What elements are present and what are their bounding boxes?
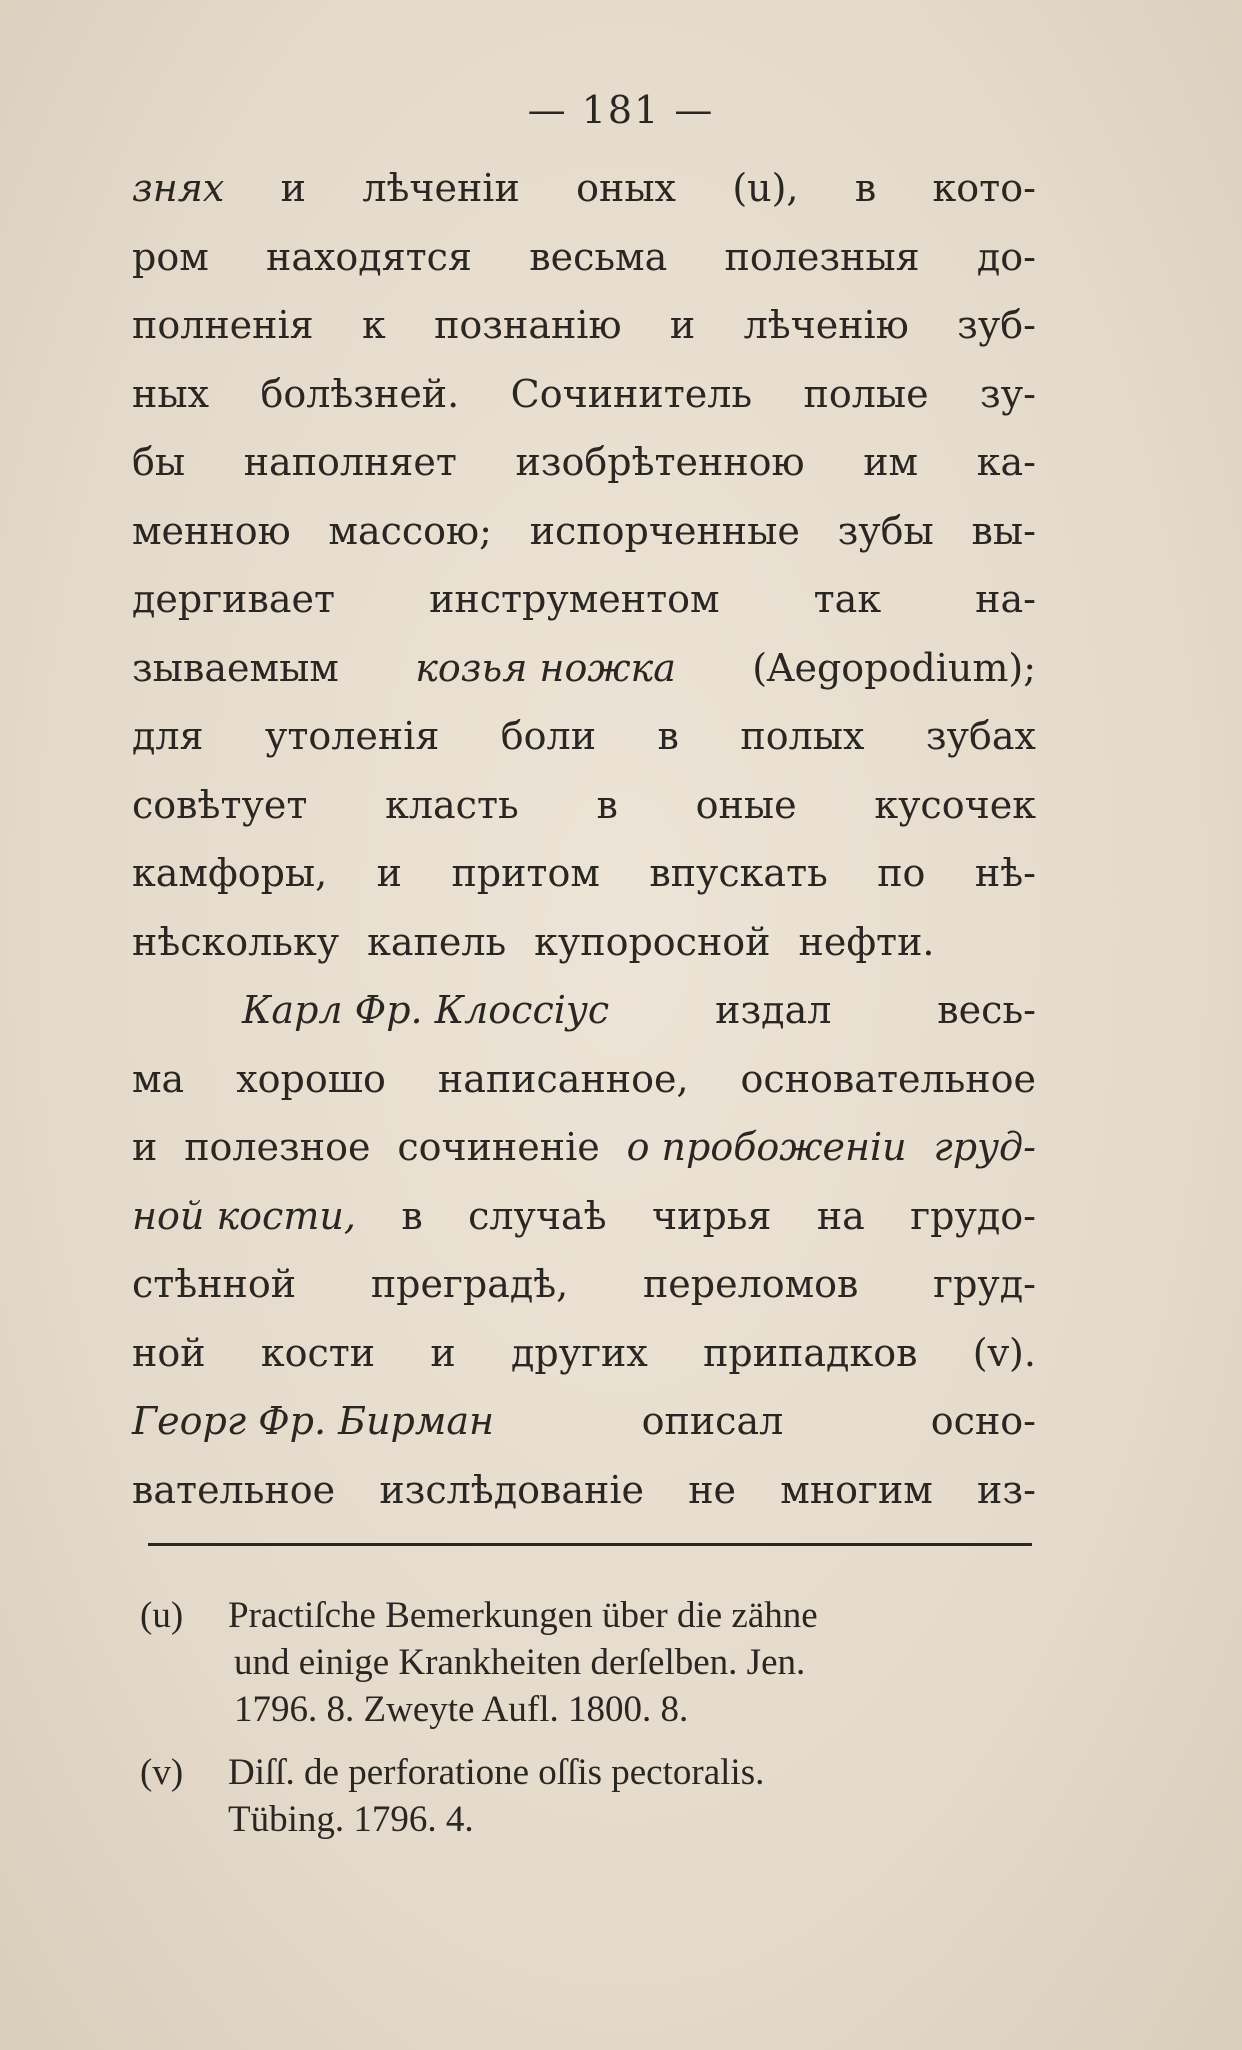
word: ка- xyxy=(976,440,1036,484)
word: на- xyxy=(975,577,1036,621)
work-title: ной кости, xyxy=(132,1193,356,1238)
word: и xyxy=(132,1125,158,1169)
word: менною xyxy=(132,508,291,553)
word: нефти. xyxy=(798,919,935,964)
word: так xyxy=(813,577,882,621)
footnote-mark: (u) xyxy=(140,1595,184,1636)
word: вательное xyxy=(132,1467,336,1512)
word: дергивает xyxy=(132,577,336,621)
word: им xyxy=(863,440,919,484)
word: и xyxy=(430,1330,456,1375)
word: ных xyxy=(132,371,210,416)
word: утоленія xyxy=(264,714,440,758)
text-line xyxy=(132,839,1036,908)
word: полых xyxy=(740,714,865,758)
word: ной xyxy=(132,1330,206,1375)
word: болѣзней. xyxy=(260,371,460,416)
word: по xyxy=(877,851,926,895)
word: в xyxy=(401,1193,423,1238)
word: переломов xyxy=(642,1262,859,1306)
page-number: — 181 — xyxy=(527,88,715,132)
text-line xyxy=(132,360,1036,429)
text-line xyxy=(132,1045,1036,1114)
word: ром xyxy=(132,234,209,279)
word: грудо- xyxy=(910,1193,1036,1238)
text-line xyxy=(132,1182,1036,1251)
word: познанію xyxy=(434,303,622,347)
word: Сочинитель xyxy=(510,371,753,416)
word: кости xyxy=(260,1330,376,1375)
word: полезныя xyxy=(724,234,920,279)
word: в xyxy=(657,714,679,758)
word: сочиненіе xyxy=(397,1125,600,1169)
text-line xyxy=(132,1250,1036,1319)
text-line xyxy=(132,428,1036,497)
word: нѣ- xyxy=(974,851,1036,895)
italic-term: козья ножка xyxy=(415,645,676,690)
word: купоросной xyxy=(534,919,771,964)
footnotes xyxy=(140,1592,1040,1859)
work-title: груд- xyxy=(933,1125,1036,1169)
word: зуб- xyxy=(957,303,1036,347)
word: класть xyxy=(385,782,519,827)
word: полезное xyxy=(184,1125,371,1169)
word: массою; xyxy=(328,508,492,553)
footnote-line: Diſſ. de perforatione oſſis pectoralis. xyxy=(228,1752,765,1793)
word: испорченные xyxy=(529,508,800,553)
word: и xyxy=(280,166,306,210)
word: чирья xyxy=(652,1193,772,1238)
word: в xyxy=(596,782,618,827)
word: зубах xyxy=(925,714,1036,758)
text-line xyxy=(132,291,1036,360)
word: бы xyxy=(132,440,186,484)
footnote-mark: (v) xyxy=(140,1752,184,1793)
text-line xyxy=(132,497,1036,566)
word: лѣченію xyxy=(743,303,909,347)
text-line xyxy=(132,154,1036,223)
word: изслѣдованіе xyxy=(379,1467,644,1512)
word: написанное, xyxy=(437,1056,689,1101)
footnote-text xyxy=(228,1749,1040,1843)
word: весьма xyxy=(529,234,668,279)
word: совѣтует xyxy=(132,782,308,827)
text-line xyxy=(132,1319,1036,1388)
word: полые xyxy=(803,371,929,416)
word: на xyxy=(816,1193,865,1238)
footnote-line: Practiſche Bemerkungen über die zähne xyxy=(228,1595,818,1636)
word: оные xyxy=(695,782,797,827)
word: ма xyxy=(132,1056,185,1101)
word: лѣченіи xyxy=(362,166,520,210)
word: изобрѣтенною xyxy=(515,440,805,484)
word: случаѣ xyxy=(468,1193,607,1238)
word: до- xyxy=(976,234,1036,279)
word: наполняет xyxy=(243,440,457,484)
word: оных xyxy=(576,166,676,210)
word: находятся xyxy=(266,234,472,279)
word: для xyxy=(132,714,204,758)
footnote-line: und einige Krankheiten derſelben. Jen. xyxy=(234,1642,806,1683)
word: груд- xyxy=(933,1262,1036,1306)
word: притом xyxy=(451,851,600,895)
text-line xyxy=(132,565,1036,634)
text-line xyxy=(132,771,1036,840)
footnote-text xyxy=(228,1592,1040,1733)
word: камфоры, xyxy=(132,851,328,895)
author-name: Карл Фр. Клоссіус xyxy=(242,988,610,1032)
word: к xyxy=(361,303,386,347)
word: других xyxy=(511,1330,648,1375)
word: весь- xyxy=(937,988,1036,1032)
body-text xyxy=(132,154,1036,1524)
text-line xyxy=(132,1456,1036,1525)
word: нѣскольку xyxy=(132,919,340,964)
work-title: о пробоженіи xyxy=(626,1125,907,1169)
text-line xyxy=(132,223,1036,292)
latin-term: (Aegopodium); xyxy=(752,645,1036,690)
word: описал xyxy=(641,1399,784,1443)
text-line xyxy=(132,1387,1036,1456)
word: кусочек xyxy=(874,782,1036,827)
word: основательное xyxy=(740,1056,1036,1101)
word: припадков xyxy=(703,1330,918,1375)
word: впускать xyxy=(649,851,828,895)
word: полненія xyxy=(132,303,314,347)
text-line xyxy=(132,908,1036,977)
author-name: Георг Фр. Бирман xyxy=(132,1399,495,1443)
word: стѣнной xyxy=(132,1262,297,1306)
word: и xyxy=(669,303,696,347)
word: издал xyxy=(715,988,832,1032)
word: боли xyxy=(500,714,597,758)
word: знях xyxy=(132,166,225,210)
text-line xyxy=(132,702,1036,771)
word: в xyxy=(854,166,877,210)
word: зываемым xyxy=(132,645,339,690)
word: вы- xyxy=(971,508,1036,553)
word: преградѣ, xyxy=(370,1262,569,1306)
word: не xyxy=(688,1467,737,1512)
footnote-ref: (v). xyxy=(972,1330,1036,1375)
text-line xyxy=(132,976,1036,1045)
word: зубы xyxy=(837,508,934,553)
word: многим xyxy=(780,1467,933,1512)
footnote-divider xyxy=(148,1543,1032,1546)
text-line xyxy=(132,634,1036,703)
word: из- xyxy=(977,1467,1036,1512)
footnote-line: Tübing. 1796. 4. xyxy=(228,1799,474,1840)
footnote-ref: (u), xyxy=(732,166,799,210)
footnote-line: 1796. 8. Zweyte Aufl. 1800. 8. xyxy=(234,1689,689,1730)
word: и xyxy=(376,851,402,895)
word: хорошо xyxy=(236,1056,386,1101)
word: капель xyxy=(367,919,507,964)
word: осно- xyxy=(930,1399,1036,1443)
footnote-u xyxy=(140,1592,1040,1733)
footnote-v xyxy=(140,1749,1040,1843)
word: инструментом xyxy=(429,577,720,621)
word: кото- xyxy=(932,166,1036,210)
text-line xyxy=(132,1113,1036,1182)
word: зу- xyxy=(980,371,1036,416)
